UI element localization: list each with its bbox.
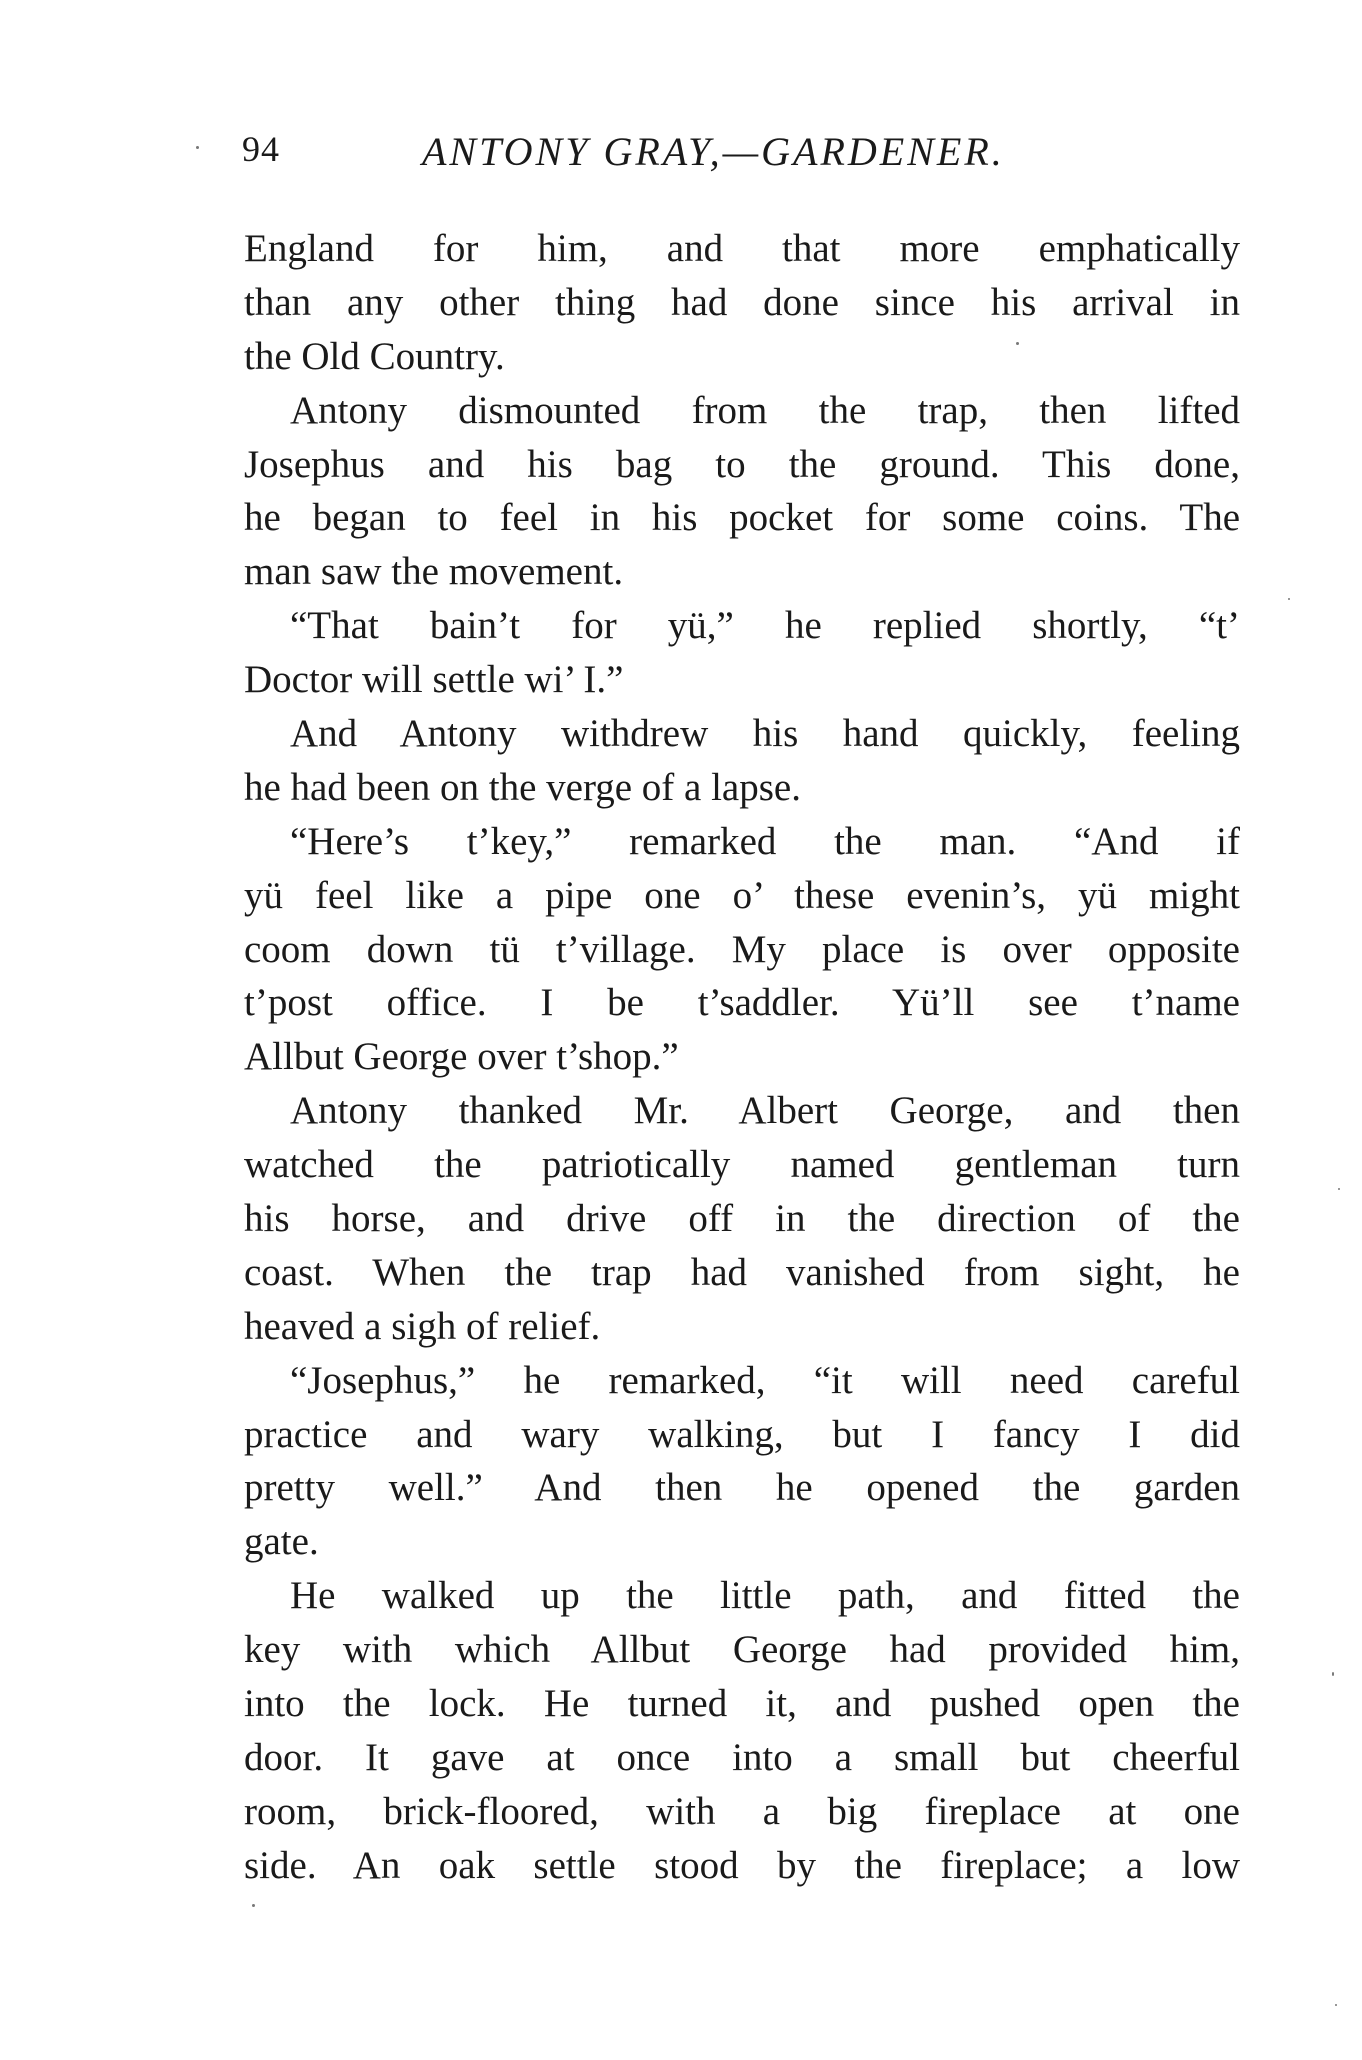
body-text: [244, 222, 1240, 1893]
text-line: Antony dismounted from the trap, then lifted: [290, 388, 1240, 432]
text-line: side. An oak settle stood by the fireplace; a low: [244, 1843, 1240, 1887]
text-line: watched the patriotically named gentleman turn: [244, 1143, 1240, 1187]
paper-speck: [1332, 1672, 1334, 1676]
text-line: He walked up the little path, and fitted the: [290, 1574, 1240, 1618]
running-title: ANTONY GRAY,—GARDENER.: [422, 129, 1005, 174]
text-line: Josephus and his bag to the ground. This done,: [244, 442, 1240, 486]
paper-speck: [1335, 2004, 1337, 2006]
running-head: [242, 128, 1242, 188]
text-line: “Here’s t’key,” remarked the man. “And if: [290, 819, 1240, 863]
text-line: the Old Country.: [244, 334, 505, 378]
text-line: man saw the movement.: [244, 550, 624, 594]
text-line: he began to feel in his pocket for some coins. The: [244, 496, 1240, 540]
text-line: Allbut George over t’shop.”: [244, 1035, 679, 1079]
paper-speck: [252, 1904, 255, 1907]
text-line: gate.: [244, 1520, 319, 1564]
text-line: key with which Allbut George had provided him,: [244, 1628, 1240, 1672]
text-line: coast. When the trap had vanished from sight, he: [244, 1250, 1240, 1294]
text-line: England for him, and that more emphatically: [244, 227, 1240, 270]
text-line: he had been on the verge of a lapse.: [244, 765, 801, 809]
text-line: his horse, and drive off in the direction of the: [244, 1197, 1240, 1241]
text-line: And Antony withdrew his hand quickly, feeling: [290, 712, 1240, 756]
text-line: coom down tü t’village. My place is over opposite: [244, 927, 1240, 971]
text-line: yü feel like a pipe one o’ these evenin’s, yü might: [244, 873, 1240, 917]
paper-speck: [1016, 342, 1019, 345]
text-line: into the lock. He turned it, and pushed open the: [244, 1682, 1240, 1726]
text-line: Doctor will settle wi’ I.”: [244, 658, 624, 702]
paper-speck: [196, 146, 199, 149]
text-line: Antony thanked Mr. Albert George, and then: [290, 1089, 1240, 1133]
text-line: t’post office. I be t’saddler. Yü’ll see t’name: [244, 981, 1240, 1025]
paper-speck: [1338, 1188, 1340, 1190]
text-line: practice and wary walking, but I fancy I did: [244, 1412, 1240, 1456]
text-line: “That bain’t for yü,” he replied shortly, “t’: [290, 604, 1240, 648]
text-line: room, brick-floored, with a big fireplace at one: [244, 1789, 1240, 1833]
text-line: pretty well.” And then he opened the garden: [244, 1466, 1240, 1510]
text-line: “Josephus,” he remarked, “it will need careful: [290, 1358, 1240, 1402]
text-line: door. It gave at once into a small but cheerful: [244, 1735, 1240, 1779]
page-number: 94: [242, 129, 280, 169]
text-line: heaved a sigh of relief.: [244, 1304, 601, 1348]
paper-speck: [1288, 598, 1290, 600]
text-line: than any other thing had done since his arrival in: [244, 280, 1240, 324]
